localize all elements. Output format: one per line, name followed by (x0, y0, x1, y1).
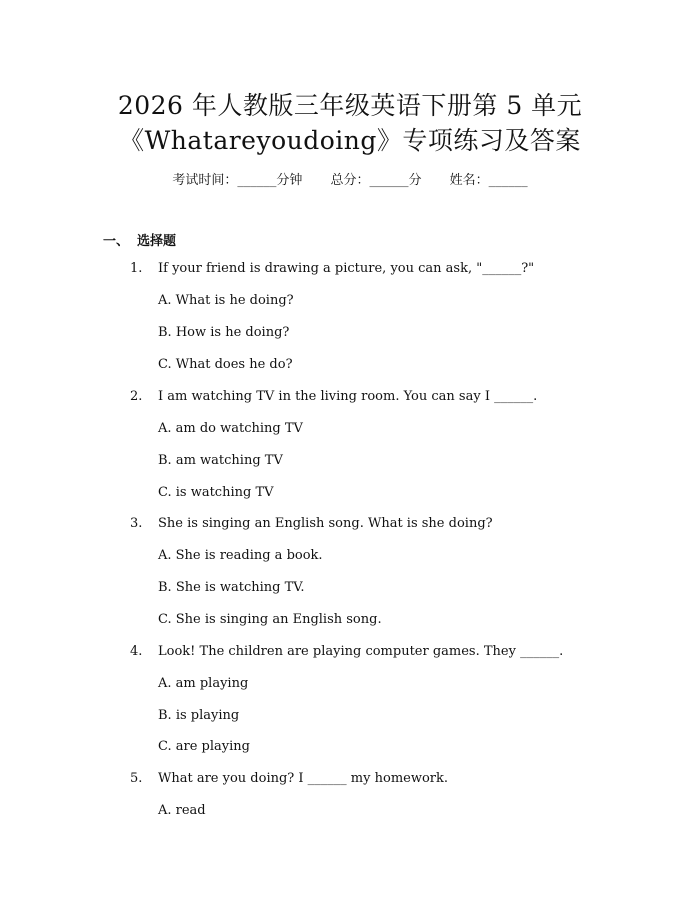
option-4b: B. is playing (158, 708, 240, 723)
question-3 (130, 516, 493, 531)
question-number: 2. (130, 389, 143, 404)
section-number: 一、 (103, 234, 130, 249)
option-1b: B. How is he doing? (158, 325, 290, 340)
question-4 (130, 644, 563, 659)
question-text: I am watching TV in the living room. You can say I ______. (158, 389, 538, 404)
option-2c: C. is watching TV (158, 485, 274, 500)
question-5 (130, 771, 448, 786)
question-text: Look! The children are playing computer games. They ______. (158, 644, 564, 659)
option-1a: A. What is he doing? (158, 293, 294, 308)
question-number: 5. (130, 771, 143, 786)
option-5a: A. read (158, 803, 206, 818)
option-1c: C. What does he do? (158, 357, 293, 372)
option-4c: C. are playing (158, 739, 250, 754)
section-heading (103, 230, 176, 249)
option-3c: C. She is singing an English song. (158, 612, 382, 627)
question-text: She is singing an English song. What is she doing? (158, 516, 493, 531)
student-name-field: 姓名：______ (449, 173, 528, 188)
option-2a: A. am do watching TV (158, 421, 303, 436)
exam-time-field: 考试时间：______分钟 (172, 173, 303, 188)
section-title: 选择题 (137, 234, 177, 249)
question-text: What are you doing? I ______ my homework. (158, 771, 449, 786)
option-2b: B. am watching TV (158, 453, 283, 468)
question-number: 1. (130, 261, 143, 276)
exam-meta-row (0, 169, 700, 188)
question-2 (130, 389, 537, 404)
total-score-field: 总分：______分 (330, 173, 422, 188)
question-number: 4. (130, 644, 143, 659)
question-text: If your friend is drawing a picture, you can ask, "______?" (158, 261, 535, 276)
option-3a: A. She is reading a book. (158, 548, 323, 563)
title-line-2: 《Whatareyoudoing》专项练习及答案 (119, 126, 581, 155)
question-1 (130, 261, 534, 276)
title-line-1: 2026 年人教版三年级英语下册第 5 单元 (117, 91, 583, 120)
option-4a: A. am playing (158, 676, 249, 691)
option-3b: B. She is watching TV. (158, 580, 305, 595)
question-number: 3. (130, 516, 143, 531)
